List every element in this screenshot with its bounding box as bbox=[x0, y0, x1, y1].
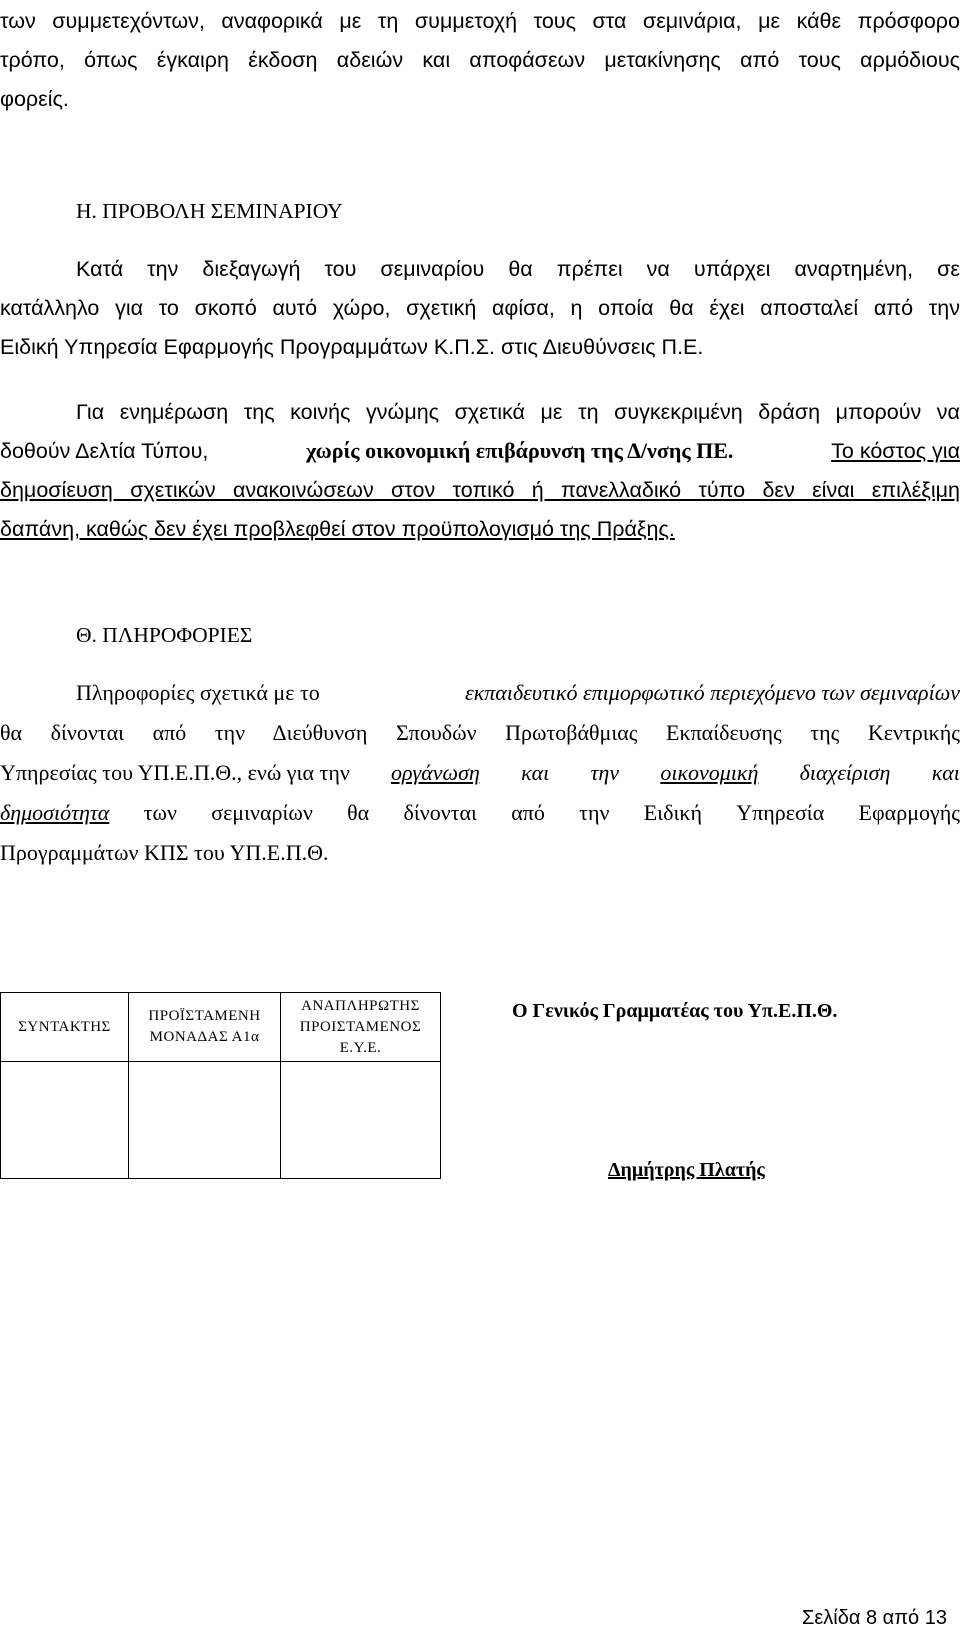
section-h-p2-line4: δαπάνη, καθώς δεν έχει προβλεφθεί στον προϋπολογισμό της Πράξης. bbox=[0, 517, 675, 541]
section-h-p1-line1: Κατά την διεξαγωγή του σεμιναρίου θα πρέπει να υπάρχει αναρτημένη, σε bbox=[76, 257, 960, 281]
signature-table bbox=[0, 992, 441, 1179]
author-label: ΣΥΝΤΑΚΤΗΣ bbox=[18, 1018, 111, 1035]
info-intro-text: Πληροφορίες σχετικά με το bbox=[76, 680, 320, 705]
word: Εφαρμογής bbox=[858, 800, 960, 825]
section-h-p1-line3: Ειδική Υπηρεσία Εφαρμογής Προγραμμάτων Κ.Π.Σ. στις Διευθύνσεις Π.Ε. bbox=[0, 335, 704, 359]
signature-box-deputy bbox=[281, 1062, 441, 1179]
intro-line-1: των συμμετεχόντων, αναφορικά με τη συμμετοχή τους στα σεμινάρια, με κάθε πρόσφορο bbox=[0, 9, 960, 33]
organization-text: οργάνωση bbox=[391, 760, 480, 785]
section-th-line3 bbox=[0, 760, 960, 786]
section-th-title: Θ. ΠΛΗΡΟΦΟΡΙΕΣ bbox=[76, 623, 253, 647]
and-text: και bbox=[521, 760, 550, 785]
section-th-line1 bbox=[76, 680, 960, 706]
page-number: Σελίδα 8 από 13 bbox=[802, 1607, 947, 1629]
the-text: την bbox=[590, 760, 620, 785]
word: από bbox=[511, 800, 545, 825]
word: σεμιναρίων bbox=[211, 800, 313, 825]
section-h-p2-line2 bbox=[0, 438, 960, 464]
deputy-label-2: ΠΡΟΙΣΤΑΜΕΝΟΣ bbox=[299, 1018, 422, 1035]
financial-text: οικονομική bbox=[660, 760, 759, 785]
section-h-p1-line2: κατάλληλο για το σκοπό αυτό χώρο, σχετική αφίσα, η οποία θα έχει αποσταλεί από την bbox=[0, 296, 960, 320]
signature-col-author bbox=[1, 993, 129, 1062]
publicity-text: δημοσιότητα bbox=[0, 800, 110, 825]
management-text: διαχείριση bbox=[799, 760, 891, 785]
press-release-text: δοθούν Δελτία Τύπου, bbox=[0, 439, 209, 463]
section-th-line4 bbox=[0, 800, 960, 826]
word: την bbox=[579, 800, 610, 825]
signatory-name: Δημήτρης Πλατής bbox=[608, 1159, 765, 1181]
word: Υπηρεσία bbox=[736, 800, 825, 825]
section-h-p2-line3: δημοσίευση σχετικών ανακοινώσεων στον τοπικό ή πανελλαδικό τύπο δεν είναι επιλέξιμη bbox=[0, 478, 960, 502]
word: Ειδική bbox=[643, 800, 702, 825]
intro-line-2: τρόπο, όπως έγκαιρη έκδοση αδειών και αποφάσεων μετακίνησης από τους αρμόδιους bbox=[0, 48, 960, 72]
ministry-text: Υπηρεσίας του ΥΠ.Ε.Π.Θ., ενώ για την bbox=[0, 760, 350, 785]
word: δίνονται bbox=[403, 800, 477, 825]
info-content-text: εκπαιδευτικό επιμορφωτικό περιεχόμενο των σεμιναρίων bbox=[465, 680, 960, 705]
general-secretary-title: Ο Γενικός Γραμματέας του Υπ.Ε.Π.Θ. bbox=[512, 1000, 838, 1022]
signature-col-head bbox=[129, 993, 281, 1062]
intro-line-3: φορείς. bbox=[0, 87, 69, 111]
deputy-label-1: ΑΝΑΠΛΗΡΩΤΗΣ bbox=[301, 997, 420, 1014]
signature-box-head bbox=[129, 1062, 281, 1179]
head-label-2: ΜΟΝΑΔΑΣ Α1α bbox=[149, 1029, 260, 1045]
signature-box-author bbox=[1, 1062, 129, 1179]
section-h-p2-line1: Για ενημέρωση της κοινής γνώμης σχετικά με τη συγκεκριμένη δράση μπορούν να bbox=[76, 400, 960, 424]
head-label-1: ΠΡΟΪΣΤΑΜΕΝΗ bbox=[148, 1008, 261, 1024]
cost-text: Το κόστος για bbox=[831, 439, 960, 463]
no-cost-text: χωρίς οικονομική επιβάρυνση της Δ/νσης ΠΕ. bbox=[306, 438, 734, 463]
section-th-line2: θα δίνονται από την Διεύθυνση Σπουδών Πρωτοβάθμιας Εκπαίδευσης της Κεντρικής bbox=[0, 720, 960, 745]
signature-col-deputy bbox=[281, 993, 441, 1062]
and-text-2: και bbox=[931, 760, 960, 785]
deputy-label-3: Ε.Υ.Ε. bbox=[339, 1039, 382, 1056]
section-h-title: Η. ΠΡΟΒΟΛΗ ΣΕΜΙΝΑΡΙΟΥ bbox=[76, 199, 343, 223]
section-th-line5: Προγραμμάτων ΚΠΣ του ΥΠ.Ε.Π.Θ. bbox=[0, 840, 329, 865]
word: θα bbox=[347, 800, 370, 825]
word: των bbox=[143, 800, 177, 825]
